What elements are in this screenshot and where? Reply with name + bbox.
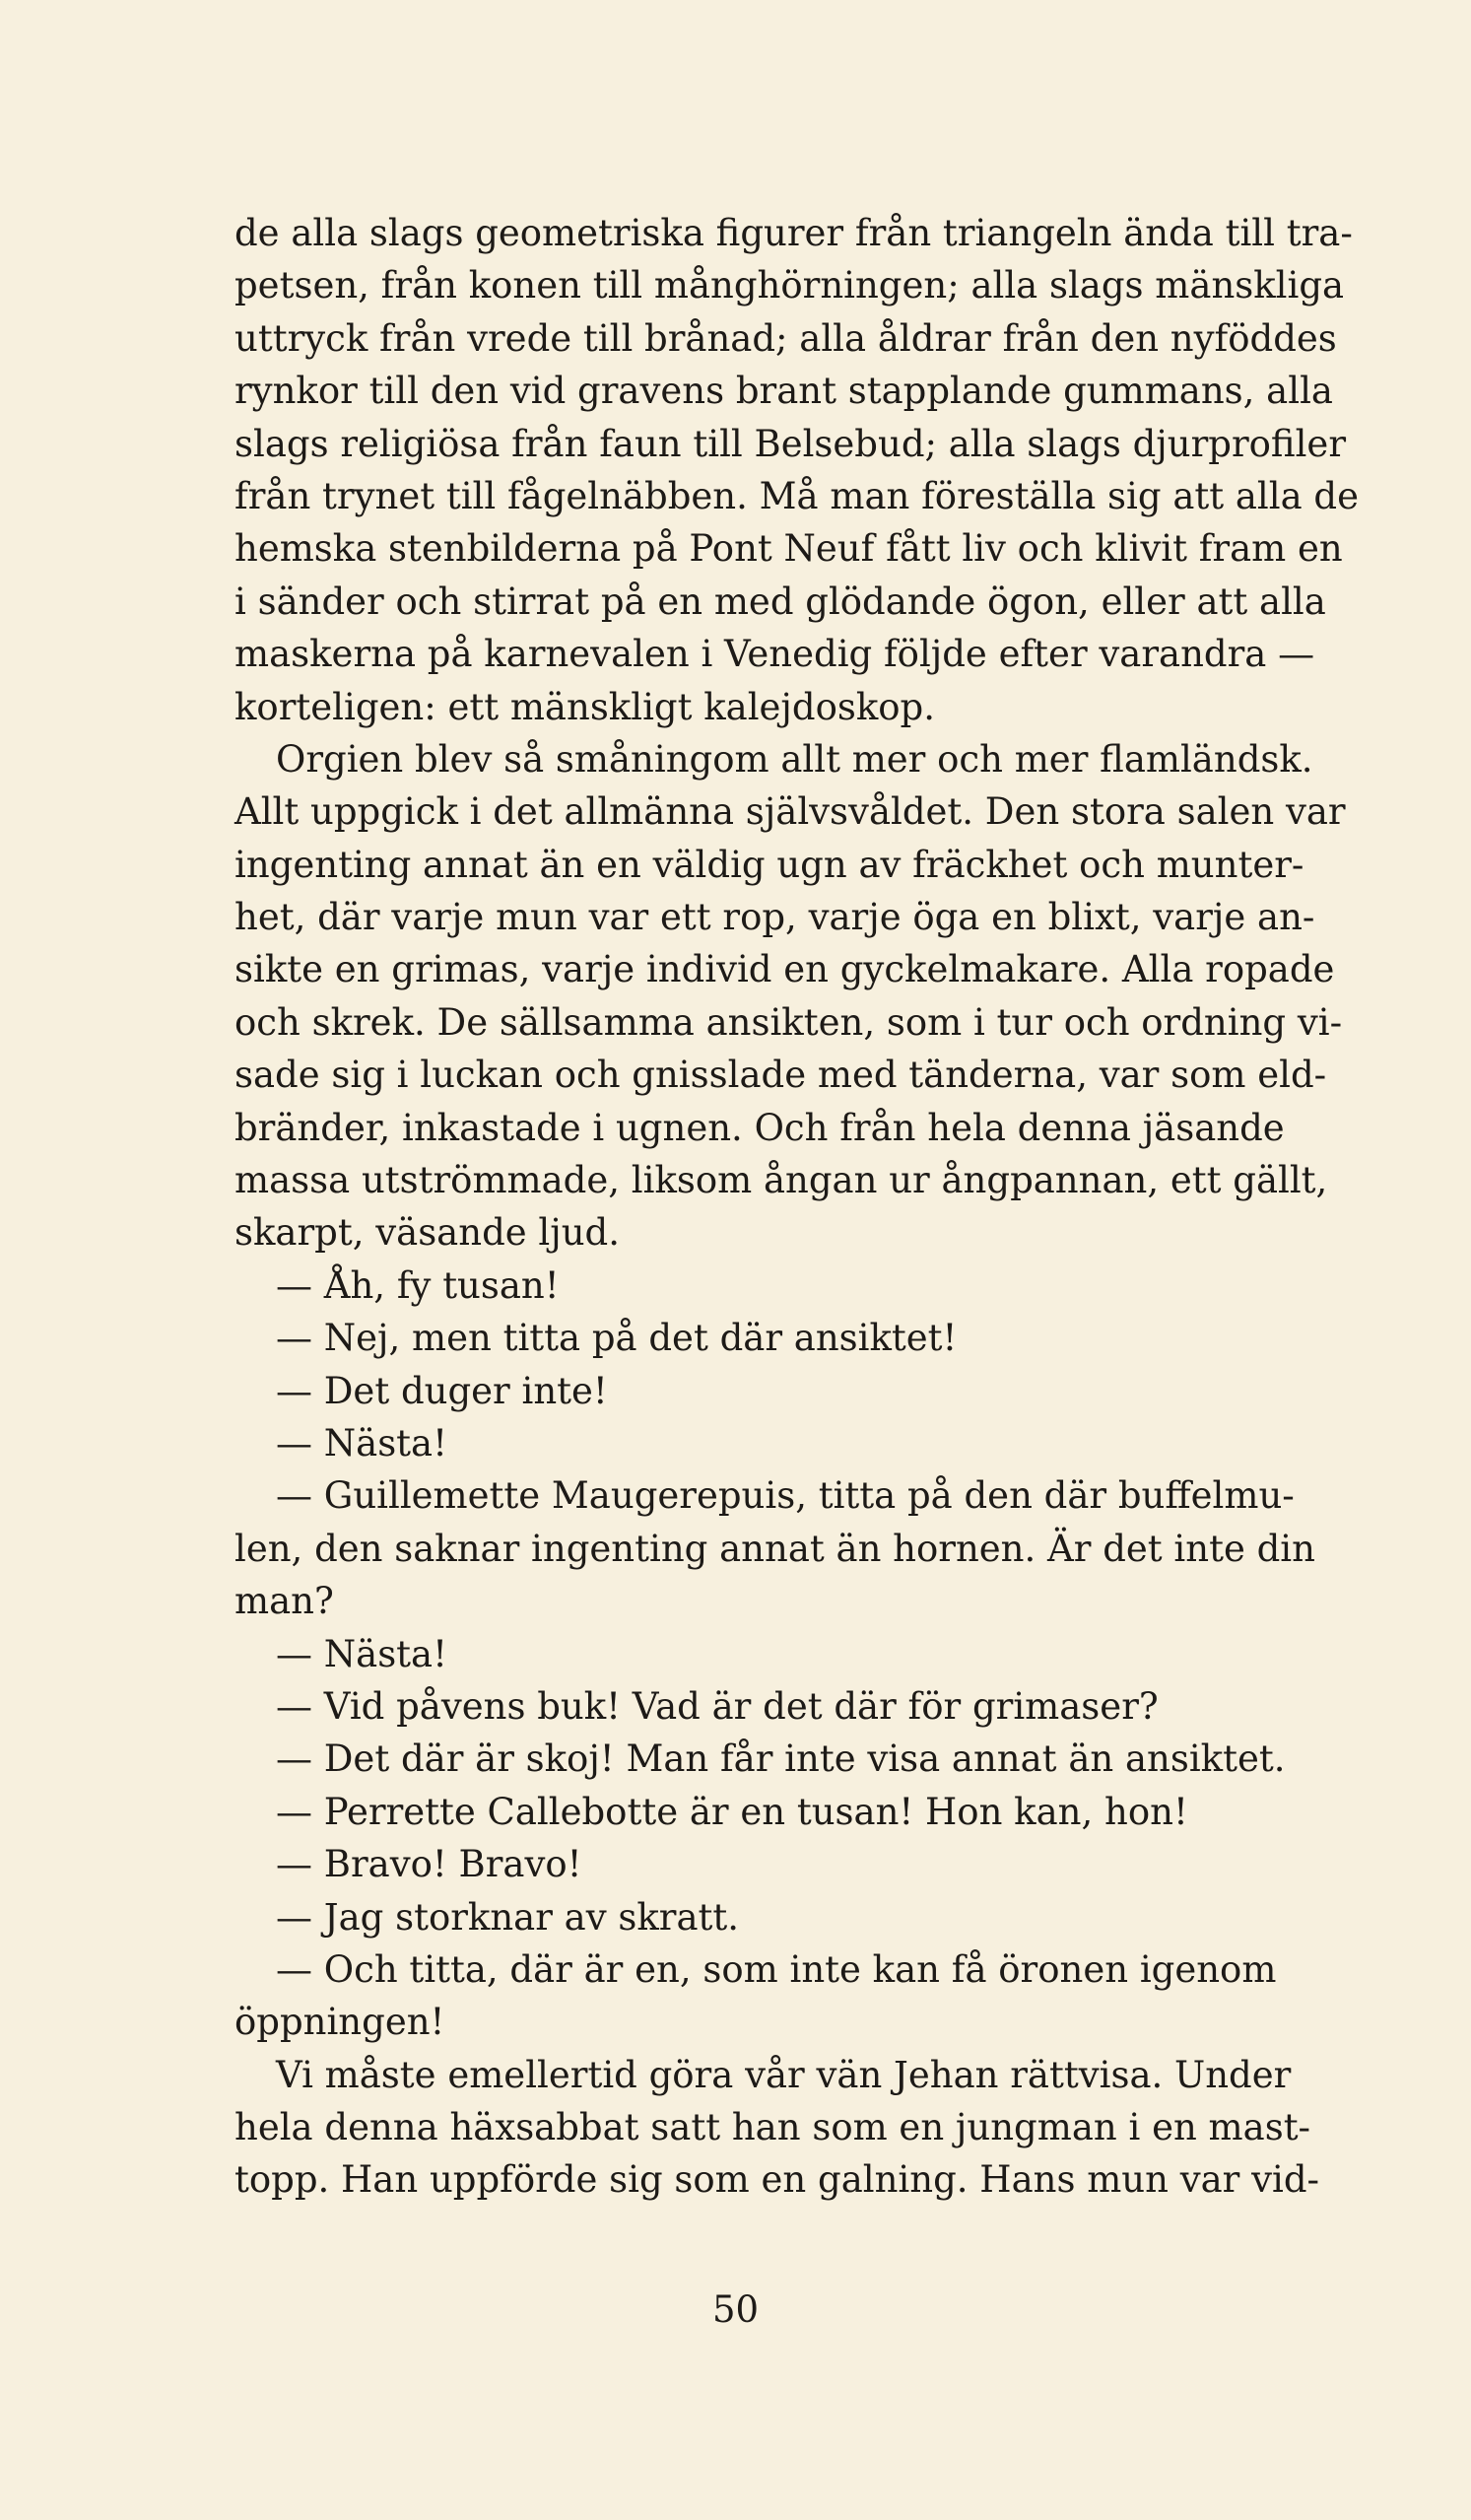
text-line: de alla slags geometriska figurer från triangeln ända till tra- bbox=[234, 212, 1353, 254]
text-line: öppningen! bbox=[234, 2001, 445, 2044]
dialogue-line: — Åh, fy tusan! bbox=[276, 1263, 560, 1307]
text-line: sikte en grimas, varje individ en gyckelmakare. Alla ropade bbox=[234, 948, 1335, 991]
dialogue-line: — Perrette Callebotte är en tusan! Hon kan, hon! bbox=[276, 1790, 1188, 1833]
text-line: maskerna på karnevalen i Venedig följde efter varandra — bbox=[234, 633, 1315, 676]
text-line: ingenting annat än en väldig ugn av fräckhet och munter- bbox=[234, 843, 1304, 886]
text-line: Allt uppgick i det allmänna självsvåldet. Den stora salen var bbox=[234, 790, 1346, 834]
text-line: hela denna häxsabbat satt han som en jungman i en mast- bbox=[234, 2106, 1311, 2149]
text-line: len, den saknar ingenting annat än hornen. Är det inte din bbox=[234, 1527, 1315, 1570]
text-line: rynkor till den vid gravens brant stapplande gummans, alla bbox=[234, 370, 1333, 413]
text-line: bränder, inkastade i ugnen. Och från hela denna jäsande bbox=[234, 1106, 1285, 1149]
text-line: man? bbox=[234, 1580, 334, 1623]
text-line: korteligen: ett mänskligt kalejdoskop. bbox=[234, 685, 935, 728]
dialogue-line: — Det duger inte! bbox=[276, 1369, 608, 1412]
text-line: hemska stenbilderna på Pont Neuf fått liv och klivit fram en bbox=[234, 527, 1343, 571]
text-line: i sänder och stirrat på en med glödande ögon, eller att alla bbox=[234, 579, 1326, 623]
paragraph-start-line: Vi måste emellertid göra vår vän Jehan rättvisa. Under bbox=[276, 2053, 1292, 2096]
dialogue-line: — Nästa! bbox=[276, 1632, 447, 1675]
text-line: och skrek. De sällsamma ansikten, som i tur och ordning vi- bbox=[234, 1000, 1343, 1044]
page-number: 50 bbox=[711, 2288, 760, 2331]
text-line: petsen, från konen till månghörningen; alla slags mänskliga bbox=[234, 264, 1345, 307]
text-line: topp. Han uppförde sig som en galning. Hans mun var vid- bbox=[234, 2158, 1320, 2202]
text-line: het, där varje mun var ett rop, varje öga en blixt, varje an- bbox=[234, 896, 1315, 939]
text-line: uttryck från vrede till brånad; alla åldrar från den nyföddes bbox=[234, 316, 1337, 360]
dialogue-line: — Nej, men titta på det där ansiktet! bbox=[276, 1317, 958, 1360]
text-line: skarpt, väsande ljud. bbox=[234, 1211, 620, 1255]
text-line: massa utströmmade, liksom ångan ur ångpannan, ett gällt, bbox=[234, 1159, 1328, 1202]
dialogue-line: — Bravo! Bravo! bbox=[276, 1843, 582, 1886]
dialogue-line: — Jag storknar av skratt. bbox=[276, 1895, 740, 1939]
paragraph-start-line: Orgien blev så småningom allt mer och mer flamländsk. bbox=[276, 737, 1313, 781]
dialogue-line: — Vid påvens buk! Vad är det där för grimaser? bbox=[276, 1684, 1159, 1728]
dialogue-line: — Nästa! bbox=[276, 1421, 447, 1464]
dialogue-line: — Det där är skoj! Man får inte visa annat än ansiktet. bbox=[276, 1737, 1286, 1781]
dialogue-line: — Guillemette Maugerepuis, titta på den där buffelmu- bbox=[276, 1474, 1295, 1518]
text-line: från trynet till fågelnäbben. Må man föreställa sig att alla de bbox=[234, 474, 1360, 517]
text-line: sade sig i luckan och gnisslade med tänderna, var som eld- bbox=[234, 1054, 1327, 1097]
body-text bbox=[234, 207, 1360, 2207]
text-line: slags religiösa från faun till Belsebud; alla slags djurprofiler bbox=[234, 422, 1347, 465]
dialogue-line: — Och titta, där är en, som inte kan få öronen igenom bbox=[276, 1947, 1277, 1991]
